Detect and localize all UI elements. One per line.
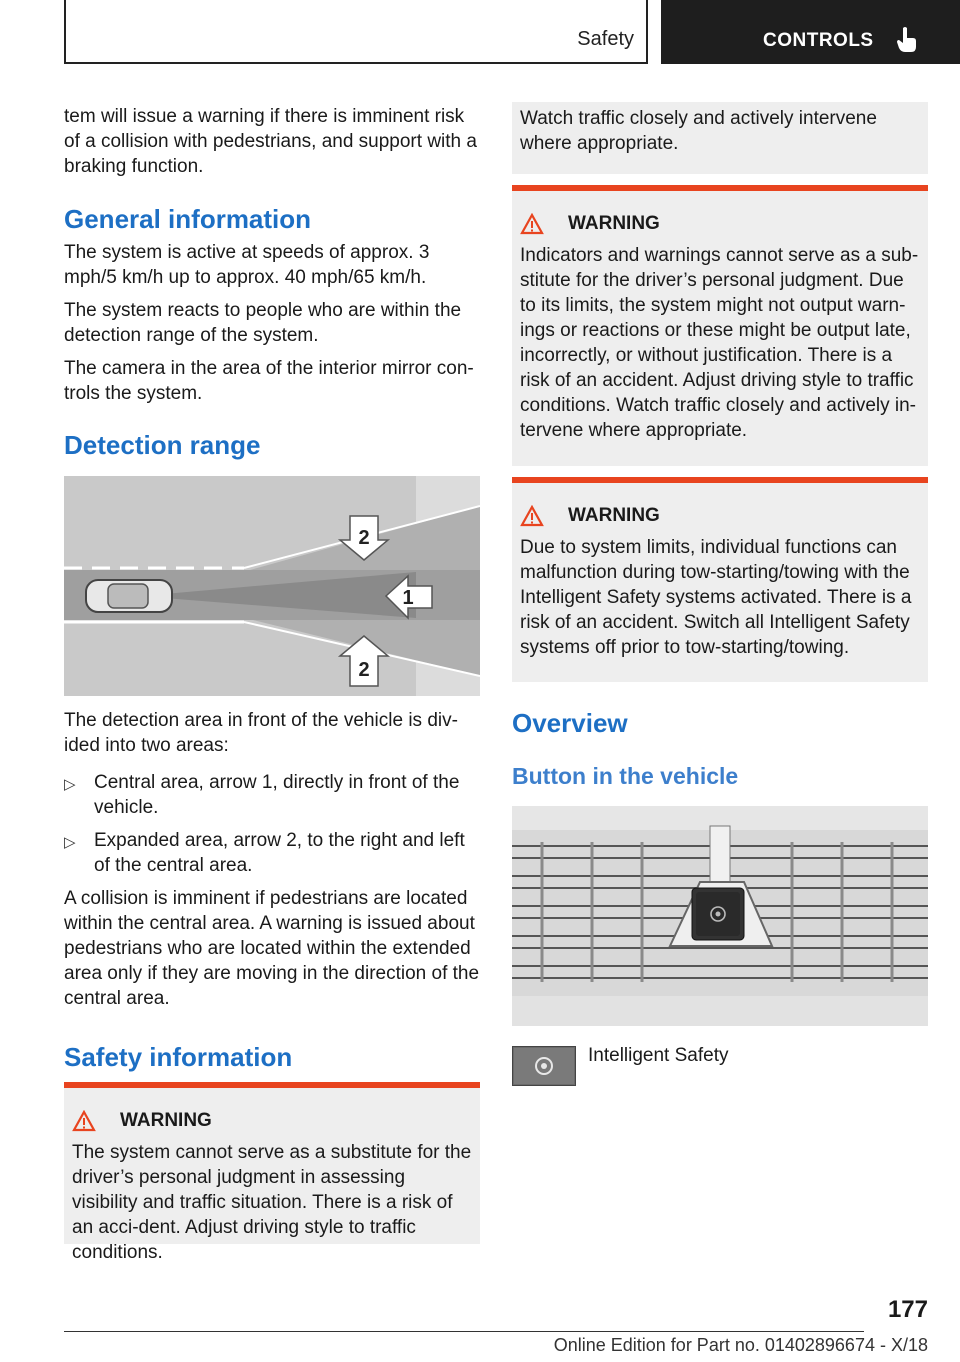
arrow-label-1: 1: [402, 587, 414, 609]
continued-text: Watch traffic closely and actively intervene where appropriate.: [520, 108, 877, 154]
general-information-heading: General information: [64, 204, 312, 234]
footer-rule: [64, 1331, 864, 1332]
warning-header: [72, 1110, 474, 1132]
bullet-text-2: Expanded area, arrow 2, to the right and left of the central area.: [94, 830, 465, 876]
warning-header: [520, 213, 920, 235]
collision-paragraph: A collision is imminent if pedestrians are located within the central area. A warning is issued about pedestrians who are located within the extended area only if they are moving in the direction of the central area.: [64, 888, 480, 1009]
button-in-vehicle-heading: Button in the vehicle: [512, 763, 739, 789]
list-item: [64, 770, 480, 820]
warning-text: The system cannot serve as a substitute for the driver’s personal judgment in assessing visibility and traffic situation. There is a risk of an acci-dent. Adjust driving style to traffic conditions.: [72, 1142, 472, 1263]
warning-title: WARNING: [568, 505, 660, 526]
warning-box-1: [64, 1082, 480, 1263]
intro-paragraph: tem will issue a warning if there is imminent risk of a collision with pedestrians, and support with a braking function.: [64, 106, 477, 177]
detection-range-figure: [64, 476, 480, 696]
intelligent-safety-label: [588, 1043, 728, 1068]
warning-text: Indicators and warnings cannot serve as a sub-stitute for the driver’s personal judgment. Due to its limits, the system might not output warn-ings or reactions or these might be output late, incorrectly, or without justification. There is a risk of an accident. Adjust driving style to traffic conditions. Watch traffic closely and actively in-tervene where appropriate.: [520, 245, 919, 441]
general-paragraph-1: The system is active at speeds of approx. 3 mph/5 km/h up to approx. 40 mph/65 km/h.: [64, 242, 430, 288]
safety-information-heading: Safety information: [64, 1042, 293, 1072]
arrow-label-2-top: 2: [358, 527, 370, 549]
warning-header: [520, 505, 920, 527]
header-section-label: Safety: [577, 28, 634, 50]
header-chapter-label: CONTROLS: [763, 30, 874, 51]
warning-text: Due to system limits, individual functions can malfunction during tow-starting/towing with the Intelligent Safety systems activated. There is a risk of an accident. Switch all Intelligent Safety systems off prior to tow-starting/towing.: [520, 537, 912, 658]
warning-triangle-icon: [520, 505, 544, 527]
overview-heading: Overview: [512, 708, 628, 738]
continued-warning-box: [512, 102, 928, 174]
warning-title: WARNING: [568, 213, 660, 234]
warning-triangle-icon: [520, 213, 544, 235]
arrow-label-2-bottom: 2: [358, 659, 370, 681]
general-paragraph-3: The camera in the area of the interior mirror con-trols the system.: [64, 358, 474, 404]
footer-edition: Online Edition for Part no. 01402896674 - X/18: [553, 1335, 928, 1355]
list-item: [64, 828, 480, 878]
intelligent-safety-button-icon: [512, 1046, 576, 1086]
triangle-bullet-icon: ▷: [64, 834, 76, 851]
pointing-hand-icon: [897, 26, 917, 54]
header-section-box: [64, 0, 648, 64]
page-number: 177: [887, 1296, 928, 1323]
warning-triangle-icon: [72, 1110, 96, 1132]
vehicle-button-photo: [512, 806, 928, 1026]
warning-title: WARNING: [120, 1110, 212, 1131]
warning-box-3: [512, 477, 928, 682]
general-paragraph-2: The system reacts to people who are within the detection range of the system.: [64, 300, 462, 346]
warning-box-2: [512, 185, 928, 466]
header-chapter-tab: [661, 0, 960, 64]
triangle-bullet-icon: ▷: [64, 776, 76, 793]
detection-range-heading: Detection range: [64, 430, 261, 460]
vehicle-icon: [86, 580, 172, 612]
detection-caption: The detection area in front of the vehicle is div-ided into two areas:: [64, 710, 458, 756]
bullet-text-1: Central area, arrow 1, directly in front of the vehicle.: [94, 772, 460, 818]
button-label-text: Intelligent Safety: [588, 1045, 729, 1066]
